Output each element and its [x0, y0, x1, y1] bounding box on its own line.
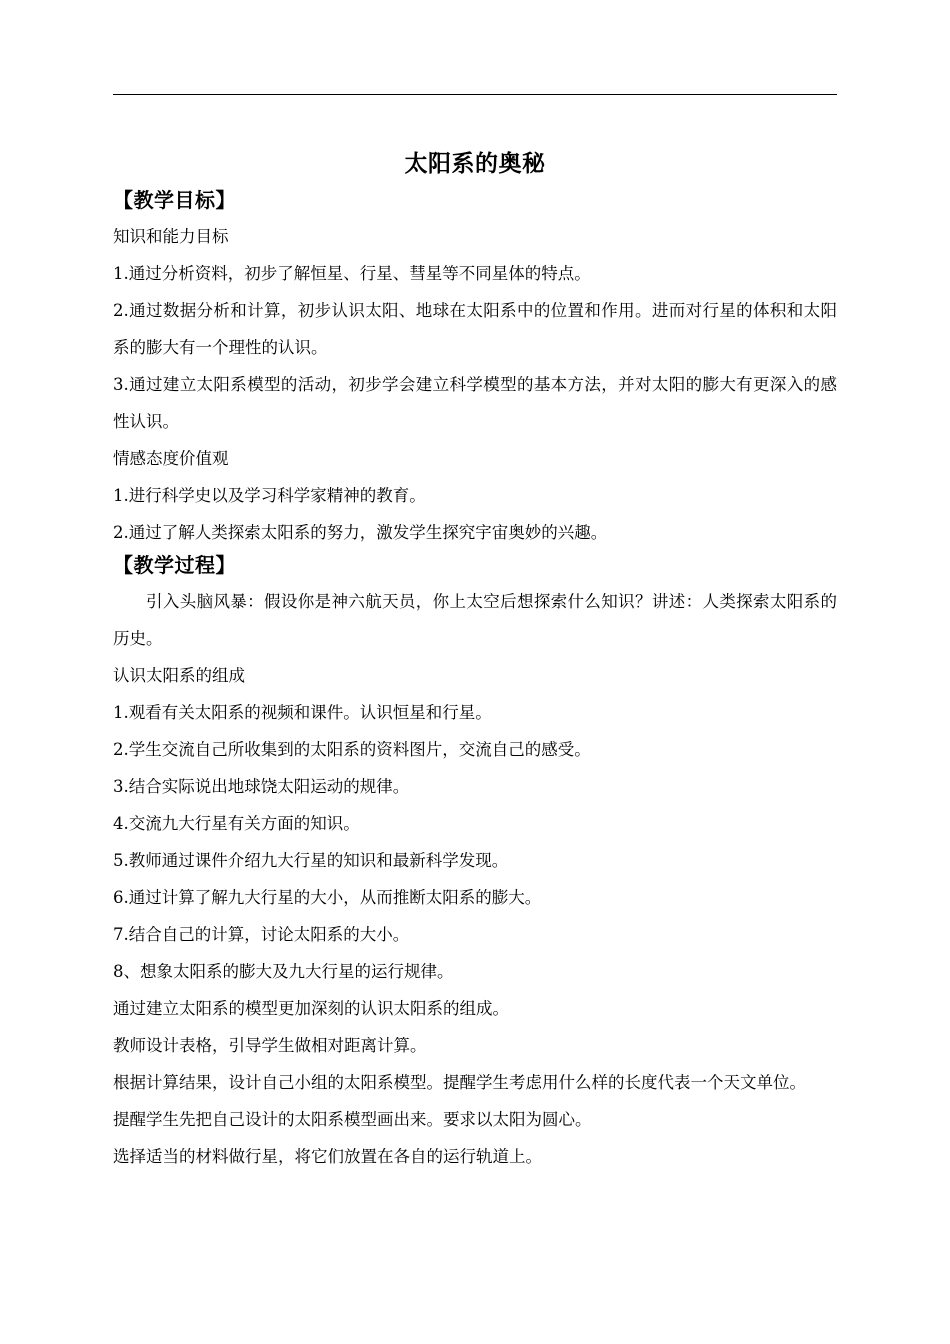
paragraph: 提醒学生先把自己设计的太阳系模型画出来。要求以太阳为圆心。 — [113, 1110, 592, 1129]
list-item: 1.通过分析资料，初步了解恒星、行星、彗星等不同星体的特点。 — [113, 264, 591, 283]
section-heading: 【教学目标】 — [113, 188, 236, 212]
section-teaching-process — [113, 551, 837, 1175]
document-body — [113, 186, 837, 1175]
paragraph: 教师设计表格，引导学生做相对距离计算。 — [113, 1036, 427, 1055]
list-item: 1.观看有关太阳系的视频和课件。认识恒星和行星。 — [113, 703, 492, 722]
subheading-knowledge-ability: 知识和能力目标 — [113, 227, 229, 246]
paragraph: 选择适当的材料做行星，将它们放置在各自的运行轨道上。 — [113, 1147, 542, 1166]
list-item: 3.结合实际说出地球饶太阳运动的规律。 — [113, 777, 410, 796]
header-rule — [113, 94, 837, 95]
paragraph: 根据计算结果，设计自己小组的太阳系模型。提醒学生考虑用什么样的长度代表一个天文单位。 — [113, 1073, 806, 1092]
section-teaching-objectives — [113, 186, 837, 551]
subheading-emotion-values: 情感态度价值观 — [113, 449, 229, 468]
list-item: 7.结合自己的计算，讨论太阳系的大小。 — [113, 925, 410, 944]
list-item: 2.学生交流自己所收集到的太阳系的资料图片，交流自己的感受。 — [113, 740, 591, 759]
list-item: 2.通过数据分析和计算，初步认识太阳、地球在太阳系中的位置和作用。进而对行星的体积和太阳系的膨大有一个理性的认识。 — [113, 301, 837, 357]
paragraph: 通过建立太阳系的模型更加深刻的认识太阳系的组成。 — [113, 999, 509, 1018]
subheading-solar-system-composition: 认识太阳系的组成 — [113, 666, 245, 685]
list-item: 8、想象太阳系的膨大及九大行星的运行规律。 — [113, 962, 454, 981]
page-title: 太阳系的奥秘 — [404, 151, 546, 178]
list-item: 6.通过计算了解九大行星的大小，从而推断太阳系的膨大。 — [113, 888, 542, 907]
list-item: 1.进行科学史以及学习科学家精神的教育。 — [113, 486, 426, 505]
list-item: 3.通过建立太阳系模型的活动，初步学会建立科学模型的基本方法，并对太阳的膨大有更深入的感性认识。 — [113, 375, 837, 431]
list-item: 4.交流九大行星有关方面的知识。 — [113, 814, 360, 833]
intro-paragraph: 引入头脑风暴：假设你是神六航天员，你上太空后想探索什么知识？讲述：人类探索太阳系的历史。 — [113, 592, 837, 648]
list-item: 5.教师通过课件介绍九大行星的知识和最新科学发现。 — [113, 851, 509, 870]
section-heading: 【教学过程】 — [113, 553, 236, 577]
list-item: 2.通过了解人类探索太阳系的努力，激发学生探究宇宙奥妙的兴趣。 — [113, 523, 608, 542]
